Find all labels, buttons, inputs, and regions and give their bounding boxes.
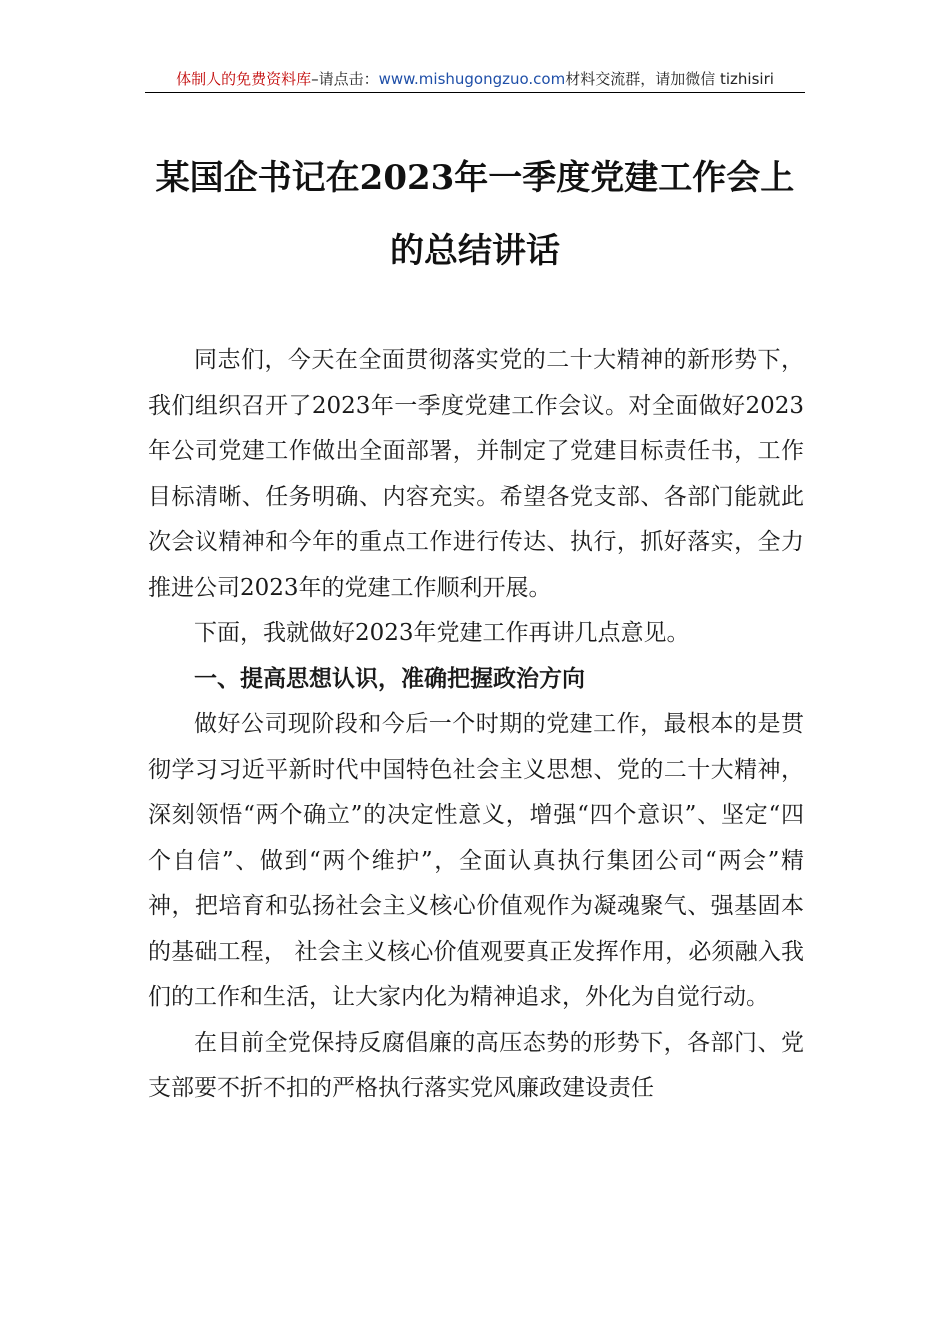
header-contact: 材料交流群，请加微信 tizhisiri [565, 70, 774, 88]
document-title-line-1: 某国企书记在2023年一季度党建工作会上 [155, 158, 795, 198]
header-click-prompt: –请点击： [311, 70, 379, 88]
paragraph-anticorruption: 在目前全党保持反腐倡廉的高压态势的形势下，各部门、党支部要不折不扣的严格执行落实党风廉政建设责任 [148, 1029, 804, 1101]
paragraph-intro: 下面，我就做好2023年党建工作再讲几点意见。 [194, 620, 690, 646]
header-brand: 体制人的免费资料库 [176, 70, 312, 88]
document-body [148, 338, 804, 1112]
header-url-link[interactable]: www.mishugongzuo.com [378, 70, 566, 88]
page-header [145, 66, 805, 93]
paragraph-section-1: 做好公司现阶段和今后一个时期的党建工作，最根本的是贯彻学习习近平新时代中国特色社会主义思想、党的二十大精神，深刻领悟“两个确立”的决定性意义，增强“四个意识”、坚定“四个自信”、做到“两个维护”，全面认真执行集团公司“两会”精神，把培育和弘扬社会主义核心价值观作为凝魂聚气、强基固本的基础工程， 社会主义核心价值观要真正发挥作用，必须融入我们的工作和生活，让大家内化为精神追求，外化为自觉行动。 [148, 711, 804, 1010]
section-heading-1: 一、提高思想认识，准确把握政治方向 [194, 665, 585, 692]
document-title-line-2: 的总结讲话 [390, 231, 560, 271]
paragraph-opening: 同志们，今天在全面贯彻落实党的二十大精神的新形势下，我们组织召开了2023年一季度党建工作会议。对全面做好2023年公司党建工作做出全面部署，并制定了党建目标责任书，工作目标清晰、任务明确、内容充实。希望各党支部、各部门能就此次会议精神和今年的重点工作进行传达、执行，抓好落实，全力推进公司2023年的党建工作顺利开展。 [148, 347, 804, 601]
